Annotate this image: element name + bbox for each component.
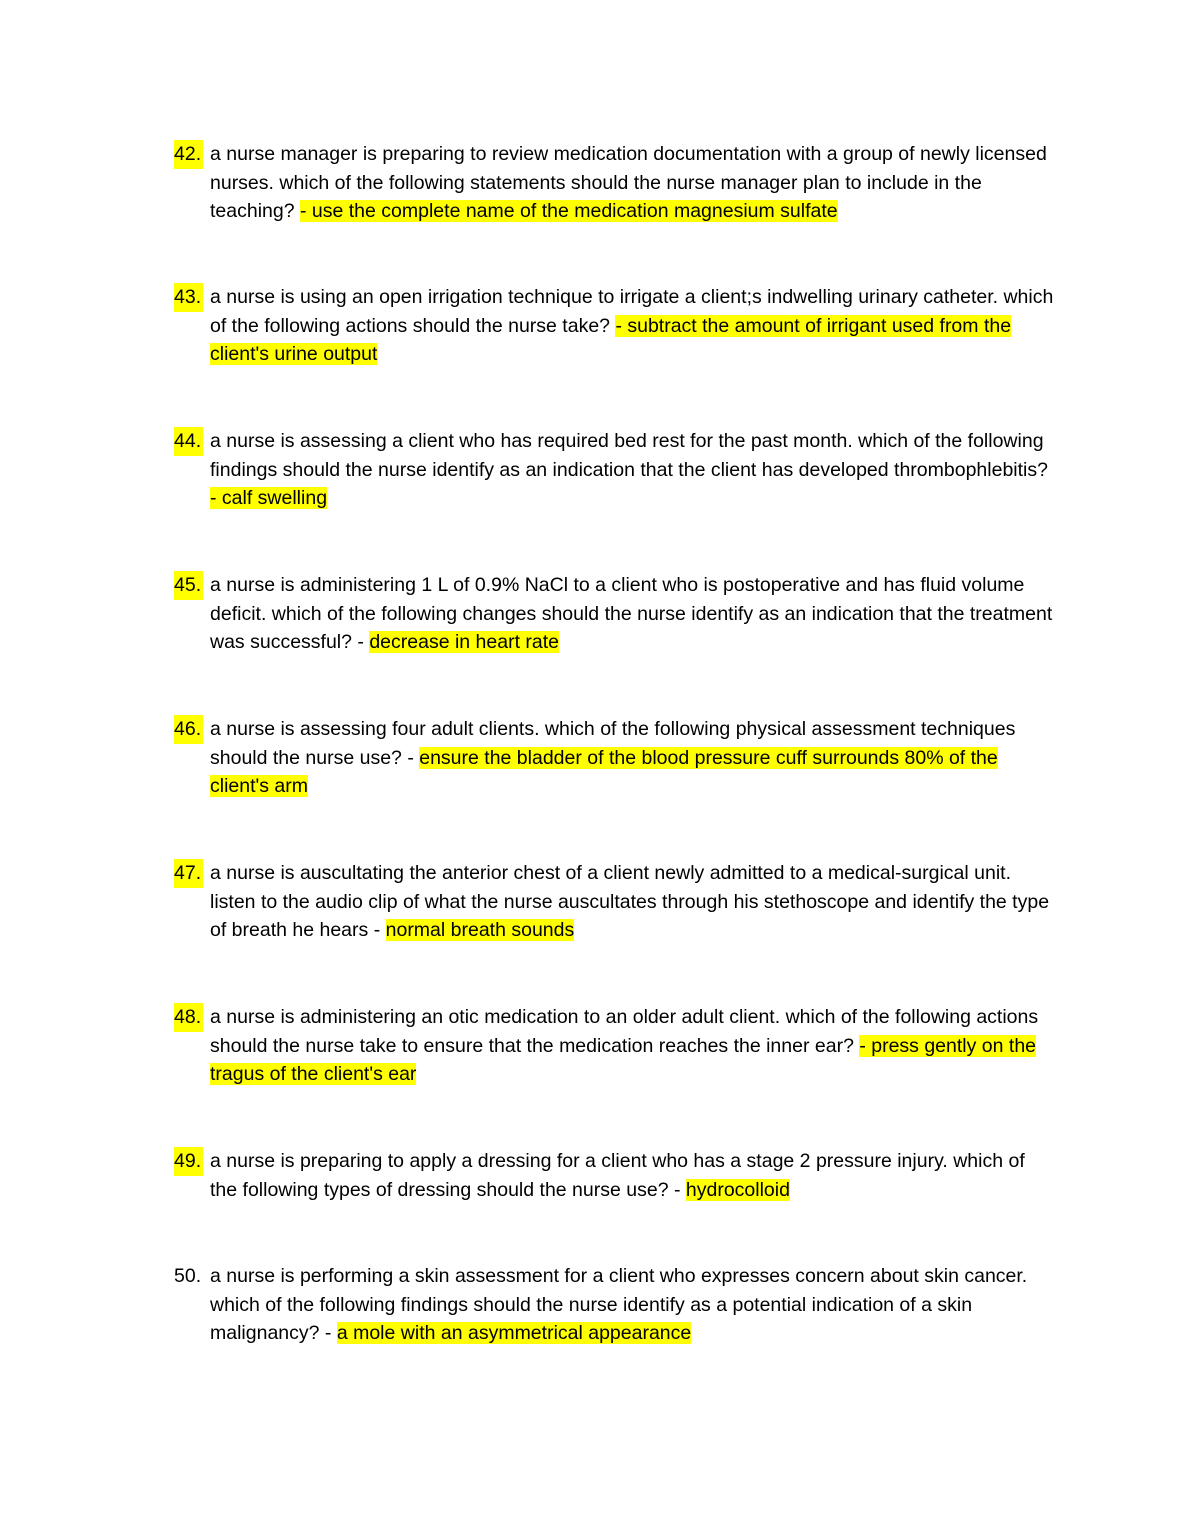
question-text: a nurse is administering 1 L of 0.9% NaCl to a client who is postoperative and has fluid volume deficit. which of the following changes should the nurse identify as an indication that the treatment was successful? xyxy=(210,574,1053,653)
question-body xyxy=(210,715,1054,801)
question-number: 42. xyxy=(174,140,203,169)
question-item-44 xyxy=(174,427,1054,513)
question-number: 48. xyxy=(174,1003,203,1032)
question-body xyxy=(210,1147,1054,1204)
question-text: a nurse is using an open irrigation technique to irrigate a client;s indwelling urinary catheter. which of the following actions should the nurse take? xyxy=(210,286,1054,337)
question-number: 50. xyxy=(174,1265,202,1287)
question-body xyxy=(210,1262,1054,1348)
answer-highlight: - subtract the amount of irrigant used from the client's urine output xyxy=(210,314,1012,365)
question-text: a nurse is performing a skin assessment for a client who expresses concern about skin cancer. which of the following findings should the nurse identify as a potential indication of a skin malignancy? xyxy=(210,1265,1028,1344)
question-number: 49. xyxy=(174,1147,203,1176)
answer-highlight: normal breath sounds xyxy=(385,919,575,941)
answer-separator: - xyxy=(324,1322,337,1344)
answer-highlight: - use the complete name of the medication magnesium sulfate xyxy=(300,200,838,222)
question-number: 45. xyxy=(174,571,203,600)
answer-highlight: - calf swelling xyxy=(210,487,328,509)
question-body xyxy=(210,1003,1054,1089)
question-item-46 xyxy=(174,715,1054,801)
answer-separator: - xyxy=(673,1178,686,1201)
question-number: 43. xyxy=(174,283,203,312)
question-item-50 xyxy=(174,1262,1054,1348)
answer-highlight: decrease in heart rate xyxy=(369,631,560,653)
question-body xyxy=(210,283,1054,369)
question-body xyxy=(210,140,1054,226)
question-text: a nurse manager is preparing to review medication documentation with a group of newly licensed nurses. which of the following statements should the nurse manager plan to include in the teaching? xyxy=(210,143,1047,222)
question-text: a nurse is assessing four adult clients. which of the following physical assessment techniques should the nurse use? xyxy=(210,718,1016,769)
question-number: 47. xyxy=(174,859,203,888)
question-body xyxy=(210,571,1054,657)
question-text: a nurse is auscultating the anterior chest of a client newly admitted to a medical-surgical unit. listen to the audio clip of what the nurse auscultates through his stethoscope and identify the type of breath he hears xyxy=(210,862,1050,941)
answer-highlight: ensure the bladder of the blood pressure cuff surrounds 80% of the client's arm xyxy=(210,746,998,797)
answer-separator: - xyxy=(407,746,420,769)
question-body xyxy=(210,427,1054,513)
question-item-45 xyxy=(174,571,1054,657)
answer-highlight: a mole with an asymmetrical appearance xyxy=(336,1322,692,1344)
question-text: a nurse is administering an otic medication to an older adult client. which of the following actions should the nurse take to ensure that the medication reaches the inner ear? xyxy=(210,1006,1039,1057)
question-item-49 xyxy=(174,1147,1054,1204)
answer-separator: - xyxy=(357,631,370,653)
question-text: a nurse is assessing a client who has required bed rest for the past month. which of the following findings should the nurse identify as an indication that the client has developed thrombophlebitis? xyxy=(210,430,1048,481)
answer-highlight: hydrocolloid xyxy=(685,1178,790,1201)
question-item-42 xyxy=(174,140,1054,226)
question-item-43 xyxy=(174,283,1054,369)
question-number: 46. xyxy=(174,715,203,744)
answer-highlight: - press gently on the tragus of the client's ear xyxy=(210,1034,1037,1085)
question-item-47 xyxy=(174,859,1054,945)
question-number: 44. xyxy=(174,427,203,456)
question-text: a nurse is preparing to apply a dressing for a client who has a stage 2 pressure injury. which of the following types of dressing should the nurse use? xyxy=(210,1150,1025,1201)
question-item-48 xyxy=(174,1003,1054,1089)
question-body xyxy=(210,859,1054,945)
answer-separator: - xyxy=(373,919,386,941)
